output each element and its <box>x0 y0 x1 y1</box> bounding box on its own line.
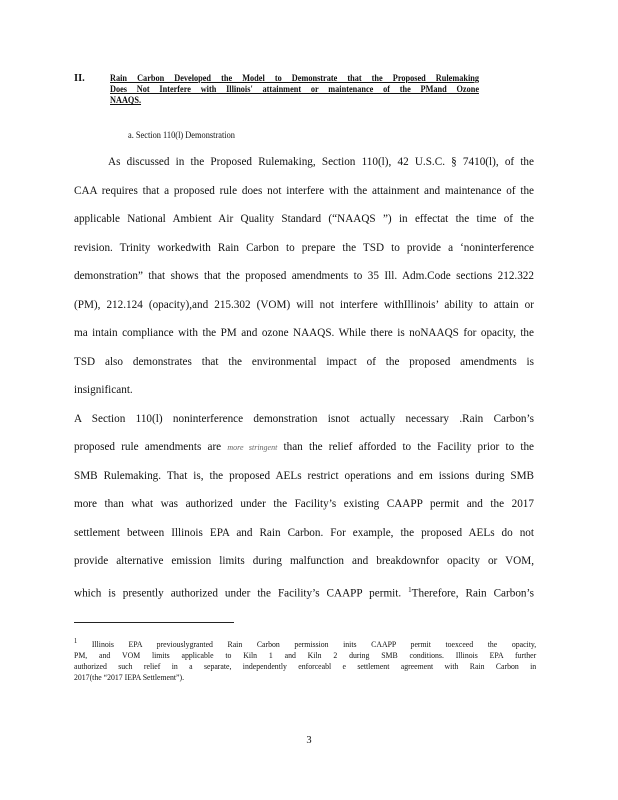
footnote-line: authorized such relief in a separate, independently enforceabl e settlement agreement with Rain Carbon in <box>74 661 537 671</box>
body-line: As discussed in the Proposed Rulemaking, Section 110(l), 42 U.S.C. § 7410(l), of the <box>108 156 534 168</box>
footnote-marker: 1 <box>74 637 78 645</box>
section-title-line: NAAQS. <box>110 95 142 105</box>
section-title-line: Rain Carbon Developed the Model to Demonstrate that the Proposed Rulemaking <box>110 73 479 83</box>
section-title-line: Does Not Interfere with Illinois' attainment or maintenance of the PMand Ozone <box>110 84 479 94</box>
body-line-part: than the relief afforded to the Facility prior to the <box>283 441 535 453</box>
footnote-line: 2017(the “2017 IEPA Settlement”). <box>74 672 185 682</box>
footnote-divider <box>74 622 234 623</box>
body-line: revision. Trinity workedwith Rain Carbon to prepare the TSD to provide a ‘noninterference <box>74 241 534 254</box>
body-line-part: Therefore, Rain Carbon’s <box>411 587 534 600</box>
body-line: settlement between Illinois EPA and Rain Carbon. For example, the proposed AELs do not <box>74 526 534 539</box>
footnote-line <box>74 636 536 650</box>
body-line: CAA requires that a proposed rule does not interfere with the attainment and maintenance of the <box>74 184 534 197</box>
body-line: SMB Rulemaking. That is, the proposed AELs restrict operations and em issions during SMB <box>74 469 534 482</box>
footnote <box>74 636 536 683</box>
subsection-heading: a. Section 110(l) Demonstration <box>128 131 235 141</box>
body-line: provide alternative emission limits during malfunction and breakdownfor opacity or VOM, <box>74 555 534 567</box>
body-line: (PM), 212.124 (opacity),and 215.302 (VOM) will not interfere withIllinois’ ability to attain or <box>74 298 534 311</box>
footnote-line: PM, and VOM limits applicable to Kiln 1 and Kiln 2 during SMB conditions. Illinois EPA further <box>74 650 537 660</box>
body-line-part: proposed rule amendments are <box>74 441 222 453</box>
body-line: ma intain compliance with the PM and ozone NAAQS. While there is noNAAQS for opacity, the <box>74 327 534 339</box>
body-line: more than what was authorized under the Facility’s existing CAAPP permit and the 2017 <box>74 498 534 510</box>
page-number: 3 <box>306 735 312 746</box>
footnote-line-text: Illinois EPA previouslygranted Rain Carbon permission inits CAAPP permit toexceed the opacity, <box>91 639 537 649</box>
footnote-reference[interactable]: 1 <box>408 585 412 594</box>
body-line-emphasis <box>74 440 534 469</box>
body-line: demonstration” that shows that the proposed amendments to 35 Ill. Adm.Code sections 212.322 <box>74 270 534 282</box>
body-line-with-footnote <box>74 583 534 612</box>
body-line: applicable National Ambient Air Quality Standard (“NAAQS ”) in effectat the time of the <box>74 213 534 225</box>
emphasis-text: more stringent <box>227 443 278 452</box>
section-number: II. <box>74 73 85 84</box>
body-text <box>74 155 534 611</box>
section-title <box>110 73 479 106</box>
body-line: A Section 110(l) noninterference demonstration isnot actually necessary .Rain Carbon’s <box>74 412 534 425</box>
body-line-part: which is presently authorized under the Facility’s CAAPP permit. <box>74 587 402 600</box>
body-line: TSD also demonstrates that the environmental impact of the proposed amendments is <box>74 355 534 368</box>
body-line: insignificant. <box>74 384 133 396</box>
